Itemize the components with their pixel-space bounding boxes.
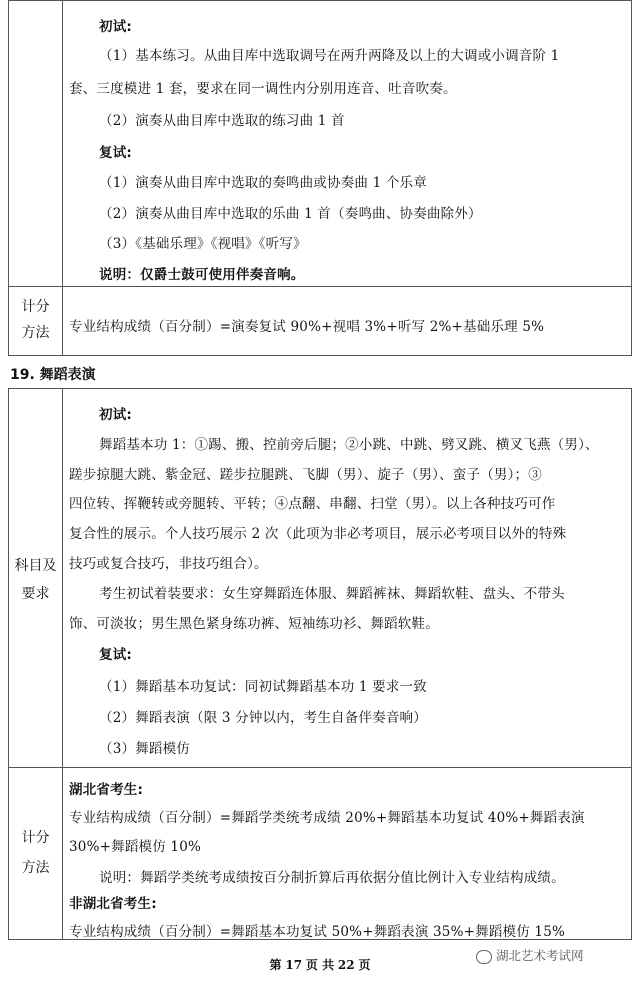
first-round-heading: 初试: bbox=[99, 19, 132, 35]
page-number: 17 bbox=[285, 958, 303, 972]
second-round-heading: 复试: bbox=[99, 647, 132, 663]
row-label: 要求 bbox=[21, 586, 50, 602]
score-row bbox=[9, 767, 631, 942]
text-line: （2）演奏从曲目库中选取的乐曲 1 首（奏鸣曲、协奏曲除外） bbox=[99, 206, 482, 222]
text-line: 考生初试着装要求：女生穿舞蹈连体服、舞蹈裤袜、舞蹈软鞋、盘头、不带头 bbox=[99, 586, 565, 602]
score-formula: 专业结构成绩（百分制）=舞蹈学类统考成绩 20%+舞蹈基本功复试 40%+舞蹈表演 bbox=[69, 810, 585, 826]
footer-middle: 页 共 bbox=[305, 958, 335, 972]
text-line: 饰、可淡妆；男生黑色紧身练功裤、短袖练功衫、舞蹈软鞋。 bbox=[69, 616, 439, 632]
row-label: 计分 bbox=[21, 299, 50, 315]
table-instrument bbox=[8, 0, 632, 356]
text-line: （2）舞蹈表演（限 3 分钟以内，考生自备伴奏音响） bbox=[99, 710, 427, 726]
text-line: 蹉步掠腿大跳、紫金冠、蹉步拉腿跳、飞脚（男）、旋子（男）、蛮子（男）；③ bbox=[69, 467, 542, 483]
text-line: （2）演奏从曲目库中选取的练习曲 1 首 bbox=[99, 113, 345, 129]
text-line: 技巧或复合技巧，非技巧组合）。 bbox=[69, 556, 268, 572]
total-pages: 22 bbox=[337, 958, 355, 972]
second-round-heading: 复试: bbox=[99, 145, 132, 161]
score-formula: 专业结构成绩（百分制）=演奏复试 90%+视唱 3%+听写 2%+基础乐理 5% bbox=[69, 319, 545, 335]
table-dance bbox=[8, 388, 632, 940]
non-hubei-heading: 非湖北省考生: bbox=[69, 896, 157, 912]
text-line: （1）演奏从曲目库中选取的奏鸣曲或协奏曲 1 个乐章 bbox=[99, 175, 427, 191]
row-label: 计分 bbox=[21, 830, 50, 846]
footer-prefix: 第 bbox=[269, 958, 282, 972]
text-line: 四位转、挥鞭转或旁腿转、平转；④点翻、串翻、扫堂（男）。以上各种技巧可作 bbox=[69, 496, 556, 512]
row-label: 方法 bbox=[21, 860, 50, 876]
row-label: 方法 bbox=[21, 325, 50, 341]
score-formula: 专业结构成绩（百分制）=舞蹈基本功复试 50%+舞蹈表演 35%+舞蹈模仿 15% bbox=[69, 924, 566, 940]
note-text: 说明：舞蹈学类统考成绩按百分制折算后再依据分值比例计入专业结构成绩。 bbox=[99, 870, 565, 886]
watermark: 湖北艺术考试网 bbox=[476, 946, 584, 964]
text-line: （3）《基础乐理》《视唱》《听写》 bbox=[99, 236, 307, 252]
note-text: 说明：仅爵士鼓可使用伴奏音响。 bbox=[99, 267, 305, 283]
footer-suffix: 页 bbox=[358, 958, 371, 972]
score-formula: 30%+舞蹈模仿 10% bbox=[69, 839, 202, 855]
text-line: （1）基本练习。从曲目库中选取调号在两升两降及以上的大调或小调音阶 1 bbox=[99, 48, 560, 64]
row-label: 科目及 bbox=[14, 558, 57, 574]
text-line: （1）舞蹈基本功复试：同初试舞蹈基本功 1 要求一致 bbox=[99, 679, 427, 695]
text-line: 舞蹈基本功 1：①踢、搬、控前旁后腿；②小跳、中跳、劈叉跳、横叉飞燕（男）、 bbox=[99, 437, 599, 453]
text-line: （3）舞蹈模仿 bbox=[99, 741, 190, 757]
text-line: 复合性的展示。个人技巧展示 2 次（此项为非必考项目，展示必考项目以外的特殊 bbox=[69, 526, 567, 542]
score-row bbox=[9, 286, 631, 357]
text-line: 套、三度模进 1 套，要求在同一调性内分别用连音、吐音吹奏。 bbox=[69, 81, 457, 97]
section-title: 19. 舞蹈表演 bbox=[10, 367, 96, 383]
hubei-heading: 湖北省考生: bbox=[69, 782, 144, 798]
first-round-heading: 初试: bbox=[99, 407, 132, 423]
page-footer bbox=[0, 956, 640, 973]
